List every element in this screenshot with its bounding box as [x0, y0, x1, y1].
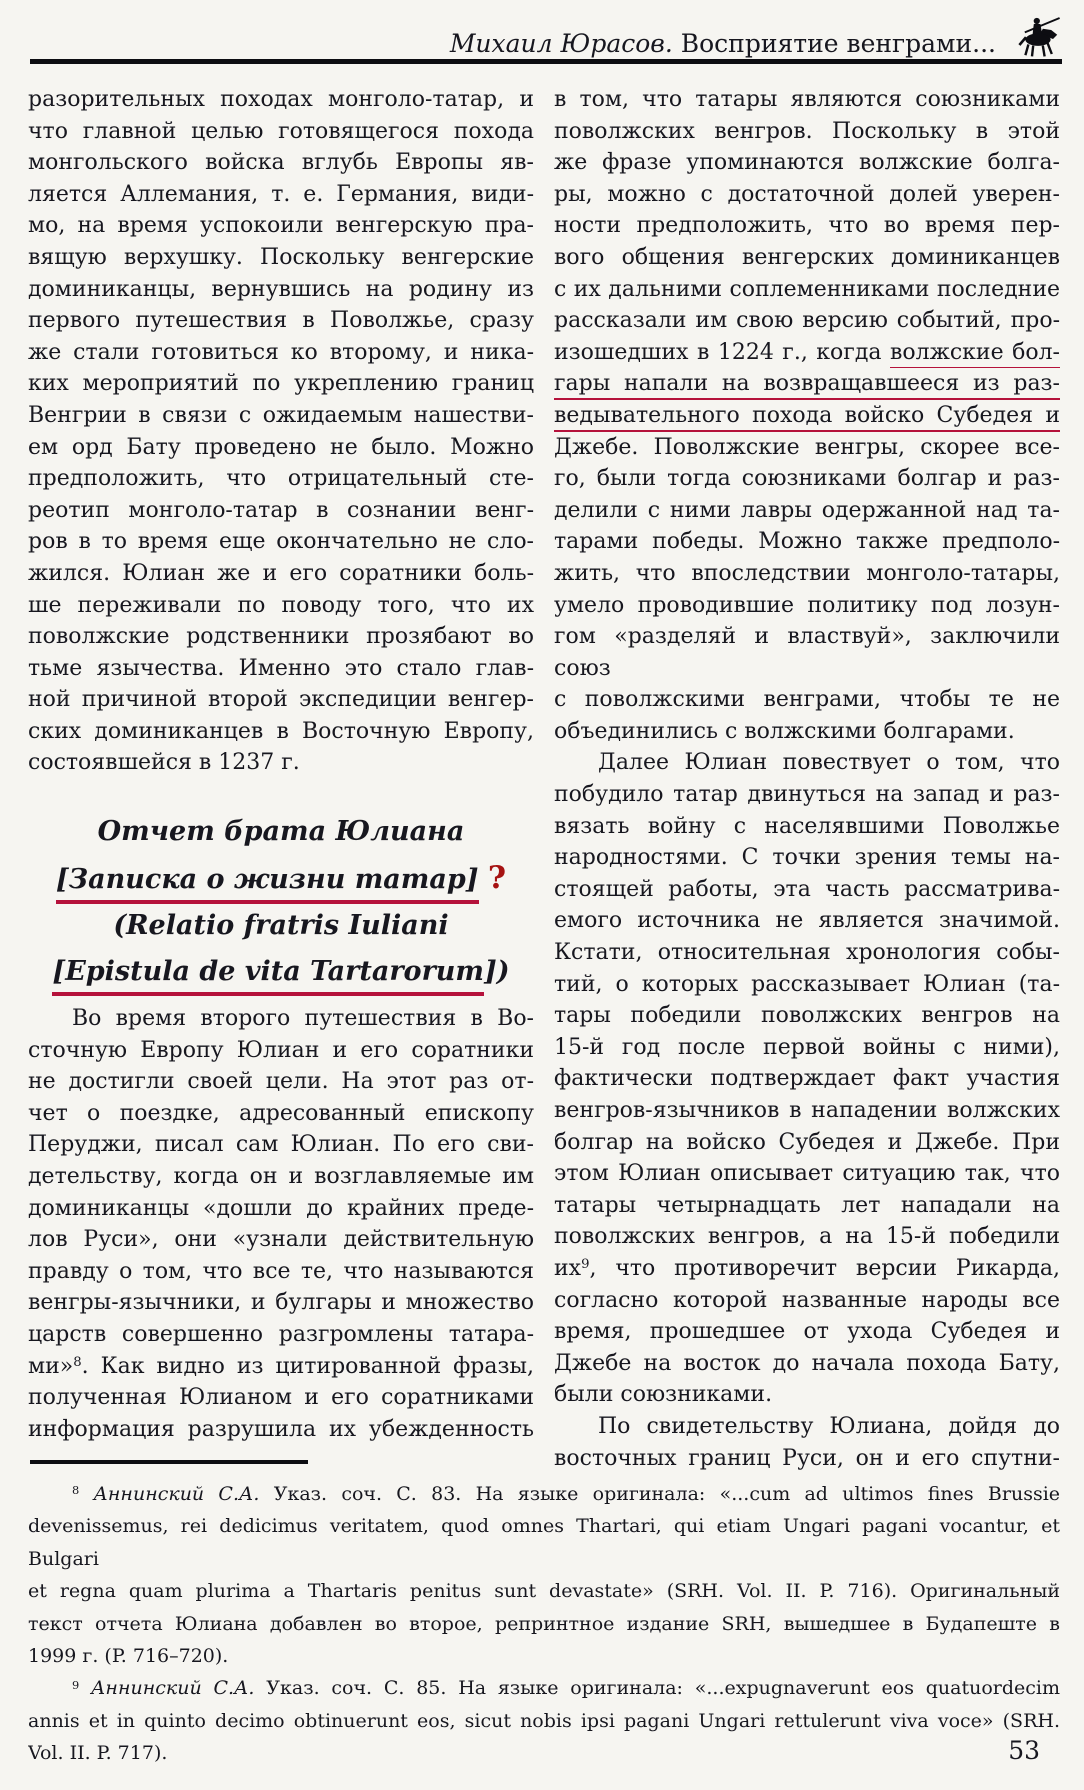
text-segment: го, были тогда союзниками болгар и раз-: [554, 466, 1060, 492]
text-line: [28, 1382, 534, 1414]
text-line: [28, 526, 534, 558]
text-line: [28, 949, 534, 995]
text-segment: состоявшейся в 1237 г.: [28, 750, 300, 776]
red-underlined-text: [Записка о жизни татар]: [56, 864, 479, 904]
text-segment: текст отчета Юлиана добавлен во второе, репринтное издание SRH, вышедшее в Будапеште в: [28, 1612, 1060, 1635]
page-number: 53: [1008, 1736, 1040, 1765]
text-segment: Отчет брата Юлиана: [97, 816, 465, 848]
text-segment: ше переживали по поводу того, что их: [28, 592, 534, 618]
horseman-icon: [1014, 14, 1062, 58]
text-segment: ких мероприятий по укреплению границ: [28, 371, 534, 397]
text-line: [554, 842, 1060, 874]
text-line: [554, 1379, 1060, 1411]
text-line: [554, 84, 1060, 116]
text-segment: монгольского войска вглубь Европы яв-: [28, 150, 534, 176]
text-segment: Указ. соч. С. 83. На языке оригинала: «...cum ad ultimos fines Brussie: [259, 1483, 1060, 1505]
text-segment: вязать войну с населявшими Поволжье: [554, 813, 1060, 839]
text-segment: 8: [72, 1483, 80, 1498]
text-segment: время, прошедшее от ухода Субедея и: [554, 1319, 1060, 1345]
text-segment: царств совершенно разгромлены татара-: [28, 1322, 534, 1347]
text-line: [554, 811, 1060, 843]
text-segment: детельству, когда он и возглавляемые им: [28, 1164, 534, 1190]
text-segment: их: [554, 1255, 582, 1281]
text-segment: 8: [73, 1355, 82, 1370]
column-left: [28, 84, 534, 1474]
text-segment: жился. Юлиан же и его соратники боль-: [28, 560, 534, 586]
text-line: [28, 242, 534, 274]
text-line: [554, 558, 1060, 590]
text-line: [554, 432, 1060, 464]
text-segment: гом «разделяй и властвуй», заключили союз: [554, 624, 1060, 681]
text-line: [28, 1478, 1060, 1510]
text-segment: что главной целью готовящегося похода: [28, 118, 534, 144]
text-segment: . Как видно из цитированной фразы,: [81, 1353, 534, 1379]
text-segment: [79, 1677, 91, 1699]
text-segment: болгар на войско Субедея и Джебе. При: [554, 1129, 1060, 1155]
text-segment: с их дальними соплеменниками последние: [554, 276, 1060, 302]
text-segment: 9: [581, 1257, 590, 1273]
text-segment: доминиканцы, вернувшись на родину из: [28, 276, 534, 302]
text-segment: ем орд Бату проведено не было. Можно: [28, 434, 534, 460]
text-segment: сточную Европу Юлиан и его соратники: [28, 1037, 534, 1063]
text-line: [554, 147, 1060, 179]
text-segment: Аннинский С.А.: [93, 1483, 260, 1505]
text-line: [28, 1161, 534, 1193]
text-segment: фактически подтверждает факт участия: [554, 1066, 1060, 1092]
text-line: [554, 463, 1060, 495]
text-line: [28, 1098, 534, 1130]
footnotes: [28, 1460, 1060, 1770]
footnote-9: [28, 1672, 1060, 1769]
text-line: [28, 210, 534, 242]
text-segment: правду о том, что все те, что называются: [28, 1258, 534, 1284]
footnote-separator: [30, 1460, 308, 1464]
text-line: [554, 1285, 1060, 1317]
text-segment: лов Руси», они «узнали действительную: [28, 1227, 534, 1253]
text-segment: Во время второго путешествия в Во-: [72, 1006, 534, 1032]
text-segment: [479, 864, 488, 895]
text-segment: же фразе упоминаются волжские болга-: [554, 150, 1060, 176]
text-line: [28, 684, 534, 716]
text-segment: делили с ними лавры одержанной над та-: [554, 497, 1060, 523]
text-segment: полученная Юлианом и его соратниками: [28, 1385, 534, 1411]
text-segment: ной причиной второй экспедиции венгер-: [28, 687, 534, 713]
text-segment: вого общения венгерских доминиканцев: [554, 244, 1060, 270]
text-segment: емого источника не является значимой.: [554, 908, 1060, 934]
text-line: [28, 84, 534, 116]
text-line: [554, 621, 1060, 684]
text-segment: Перуджи, писал сам Юлиан. По его сви-: [28, 1132, 534, 1158]
text-line: [554, 1348, 1060, 1380]
header-rule: [30, 59, 1062, 64]
text-line: [28, 747, 534, 779]
text-line: [28, 1224, 534, 1256]
text-line: [554, 368, 1060, 400]
text-line: [554, 179, 1060, 211]
text-segment: изошедших в 1224 г., когда: [554, 339, 890, 365]
text-segment: , что противоречит версии Рикарда,: [589, 1255, 1060, 1281]
text-line: [28, 1737, 1060, 1769]
text-segment: татары четырнадцать лет нападали на: [554, 1192, 1060, 1218]
red-underlined-text: ведывательного похода войско Субедея и: [554, 403, 1060, 432]
text-line: [28, 809, 534, 855]
text-segment: же стали готовиться ко второму, и ника-: [28, 339, 534, 365]
text-segment: стоящей работы, эта часть рассматрива-: [554, 876, 1060, 902]
text-segment: [79, 1483, 93, 1505]
running-header-text: [450, 29, 996, 58]
text-line: [554, 716, 1060, 748]
text-line: [554, 937, 1060, 969]
text-line: [554, 1190, 1060, 1222]
text-line: [28, 1351, 534, 1383]
text-line: [28, 337, 534, 369]
text-line: [28, 1256, 534, 1288]
text-line: [28, 1066, 534, 1098]
text-line: [554, 1000, 1060, 1032]
text-line: [554, 874, 1060, 906]
text-line: [28, 495, 534, 527]
text-segment: Джебе на восток до начала похода Бату,: [554, 1350, 1060, 1376]
text-segment: тарами победы. Можно также предполо-: [554, 529, 1060, 555]
text-line: [554, 1063, 1060, 1095]
text-columns: [28, 84, 1060, 1474]
text-segment: ров в то время еще окончательно не сло-: [28, 529, 534, 555]
text-segment: Джебе. Поволжские венгры, скорее все-: [554, 434, 1060, 460]
text-segment: этом Юлиан описывает ситуацию так, что: [554, 1161, 1060, 1187]
header-title: Восприятие венграми...: [672, 29, 996, 58]
text-segment: 15-й год после первой войны с ними),: [554, 1034, 1060, 1060]
text-segment: восточных границ Руси, он и его спутни-: [554, 1445, 1060, 1471]
text-segment: ности предположить, что во время пер-: [554, 213, 1060, 239]
text-line: [28, 1319, 534, 1351]
paragraph-mongol-campaigns: [28, 84, 534, 779]
text-segment: ми»: [28, 1353, 74, 1379]
red-underlined-text: волжские бол-: [890, 340, 1060, 369]
text-line: [554, 242, 1060, 274]
text-line: [554, 1411, 1060, 1443]
running-header: [30, 12, 1062, 58]
text-line: [554, 1127, 1060, 1159]
text-line: [554, 684, 1060, 716]
text-segment: Указ. соч. С. 85. На языке оригинала: «...expugnaverunt eos quatuordecim: [254, 1677, 1060, 1700]
text-line: [554, 590, 1060, 622]
text-line: [28, 558, 534, 590]
text-line: [554, 337, 1060, 369]
text-segment: Венгрии в связи с ожидаемым нашестви-: [28, 402, 534, 428]
text-segment: devenissemus, rei dedicimus veritatem, quod omnes Thartari, qui etiam Ungari pagani vocantur, et Bulgari: [28, 1515, 1060, 1570]
text-segment: 9: [72, 1677, 80, 1692]
text-segment: Кстати, относительная хронология собы-: [554, 940, 1060, 966]
text-line: [28, 1414, 534, 1446]
text-line: [554, 495, 1060, 527]
text-line: [554, 1253, 1060, 1285]
text-line: [28, 1575, 1060, 1607]
text-line: [28, 463, 534, 495]
text-segment: с поволжскими венграми, чтобы те не: [554, 687, 1060, 713]
section-heading: [28, 809, 534, 995]
text-segment: annis et in quinto decimo obtinuerunt eos, sicut nobis ipsi pagani Ungari rettulerunt viva voce» (SRH.: [28, 1709, 1060, 1732]
text-line: [28, 903, 534, 949]
text-segment: реотип монголо-татар в сознании венг-: [28, 497, 534, 523]
text-line: [28, 274, 534, 306]
text-line: [28, 368, 534, 400]
header-author: Михаил Юрасов.: [449, 29, 673, 58]
text-segment: объединились с волжскими болгарами.: [554, 718, 1015, 744]
text-line: [28, 1510, 1060, 1575]
text-line: [28, 1193, 534, 1225]
text-segment: побудило татар двинуться на запад и раз-: [554, 782, 1060, 808]
text-line: [28, 653, 534, 685]
text-segment: жить, что впоследствии монголо-татары,: [554, 560, 1060, 586]
text-segment: информация разрушила их убежденность: [28, 1416, 534, 1442]
text-line: [554, 274, 1060, 306]
text-line: [28, 400, 534, 432]
text-line: [554, 1095, 1060, 1127]
text-line: [554, 1221, 1060, 1253]
text-line: [28, 1672, 1060, 1704]
text-segment: поволжских венгров, а на 15-й победили: [554, 1224, 1060, 1250]
text-segment: ских доминиканцев в Восточную Европу,: [28, 718, 534, 744]
text-line: [28, 855, 534, 903]
text-line: [28, 116, 534, 148]
text-segment: ляется Аллемания, т. е. Германия, види-: [28, 181, 534, 207]
text-segment: мо, на время успокоили венгерскую пра-: [28, 213, 534, 239]
text-segment: чет о поездке, адресованный епископу: [28, 1100, 534, 1126]
column-right: [554, 84, 1060, 1474]
text-line: [554, 969, 1060, 1001]
text-segment: в том, что татары являются союзниками: [554, 87, 1060, 112]
text-line: [554, 1316, 1060, 1348]
text-segment: ры, можно с достаточной долей уверен-: [554, 181, 1060, 207]
text-line: [554, 526, 1060, 558]
text-segment: были союзниками.: [554, 1382, 773, 1408]
text-segment: умело проводившие политику под лозун-: [554, 592, 1060, 618]
text-line: [554, 905, 1060, 937]
text-line: [28, 1705, 1060, 1737]
text-line: [554, 305, 1060, 337]
red-underlined-text: гары напали на возвращавшееся из раз-: [554, 371, 1060, 400]
text-line: [28, 621, 534, 653]
red-underlined-text: [Epistula de vita Tartarorum: [52, 956, 484, 996]
text-segment: рассказали им свою версию событий, про-: [554, 308, 1060, 334]
text-line: [28, 1129, 534, 1161]
text-line: [554, 1158, 1060, 1190]
red-question-mark: ?: [487, 860, 507, 897]
text-segment: венгров-язычников в нападении волжских: [554, 1098, 1060, 1123]
text-line: [28, 1640, 1060, 1672]
text-segment: поволжские родственники прозябают во: [28, 624, 534, 650]
text-line: [28, 1287, 534, 1319]
text-line: [28, 1608, 1060, 1640]
text-segment: поволжских венгров. Поскольку в этой: [554, 118, 1060, 144]
text-segment: тий, о которых рассказывает Юлиан (та-: [554, 971, 1060, 997]
text-segment: первого путешествия в Поволжье, сразу: [28, 308, 534, 334]
text-line: [28, 1003, 534, 1035]
text-segment: et regna quam plurima a Thartaris penitus sunt devastate» (SRH. Vol. II. P. 716). Оригинальный: [28, 1580, 1060, 1603]
footnote-8: [28, 1478, 1060, 1672]
text-line: [28, 432, 534, 464]
text-segment: Vol. II. P. 717).: [28, 1742, 168, 1765]
text-line: [28, 147, 534, 179]
text-line: [554, 400, 1060, 432]
text-segment: предположить, что отрицательный сте-: [28, 466, 534, 492]
text-line: [28, 590, 534, 622]
text-line: [28, 1035, 534, 1067]
text-line: [554, 747, 1060, 779]
text-segment: согласно которой названные народы все: [554, 1287, 1060, 1313]
text-line: [28, 716, 534, 748]
text-segment: По свидетельству Юлиана, дойдя до: [598, 1413, 1060, 1439]
text-segment: 1999 г. (P. 716–720).: [28, 1645, 229, 1668]
text-line: [554, 1032, 1060, 1064]
text-line: [554, 210, 1060, 242]
paragraph-second-journey: [28, 1003, 534, 1445]
text-segment: доминиканцы «дошли до крайних преде-: [28, 1195, 534, 1221]
text-segment: не достигли своей цели. На этот раз от-: [28, 1069, 534, 1095]
right-column-text: [554, 84, 1060, 1474]
text-line: [28, 305, 534, 337]
text-segment: ]): [484, 956, 510, 988]
text-segment: Аннинский С.А.: [91, 1677, 255, 1700]
text-segment: вящую верхушку. Поскольку венгерские: [28, 244, 534, 270]
text-segment: тьме язычества. Именно это стало глав-: [28, 655, 534, 681]
text-segment: тары победили поволжских венгров на: [554, 1003, 1060, 1029]
text-line: [28, 179, 534, 211]
text-segment: разорительных походах монголо-татар, и: [28, 87, 534, 112]
text-segment: Далее Юлиан повествует о том, что: [598, 750, 1060, 776]
text-line: [554, 116, 1060, 148]
text-segment: (Relatio fratris Iuliani: [113, 910, 449, 942]
text-line: [554, 779, 1060, 811]
text-segment: венгры-язычники, и булгары и множество: [28, 1290, 534, 1316]
text-segment: народностями. С точки зрения темы на-: [554, 845, 1060, 871]
